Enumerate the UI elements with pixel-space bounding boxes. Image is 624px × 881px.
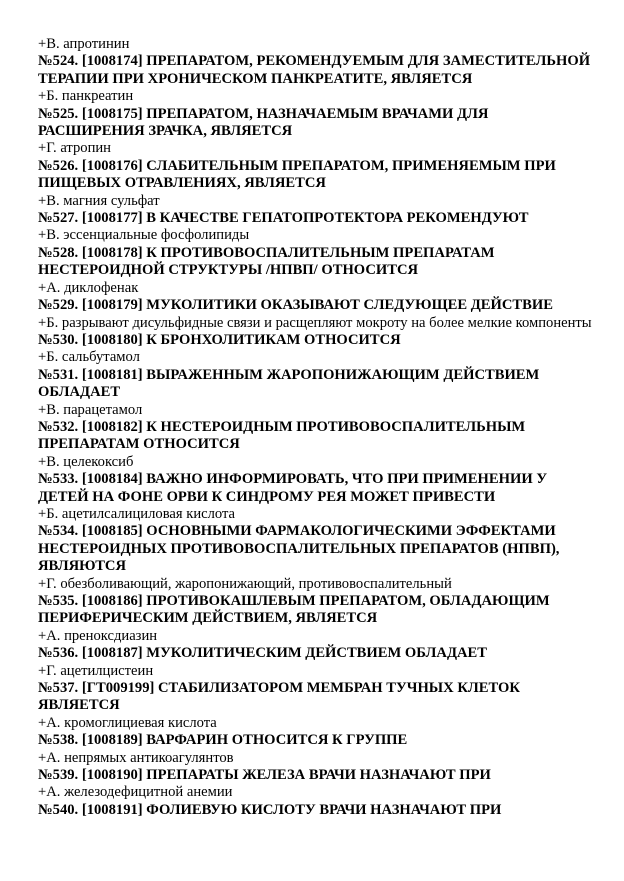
question-line: №538. [1008189] ВАРФАРИН ОТНОСИТСЯ К ГРУППЕ: [38, 732, 408, 749]
answer-line: +А. железодефицитной анемии: [38, 784, 233, 801]
answer-line: +А. непрямых антикоагулянтов: [38, 749, 234, 766]
question-line: №527. [1008177] В КАЧЕСТВЕ ГЕПАТОПРОТЕКТОРА РЕКОМЕНДУЮТ: [38, 210, 529, 227]
question-line: №535. [1008186] ПРОТИВОКАШЛЕВЫМ ПРЕПАРАТОМ, ОБЛАДАЮЩИМ ПЕРИФЕРИЧЕСКИМ ДЕЙСТВИЕМ, ЯВЛЯЕТСЯ: [38, 593, 550, 627]
question-line: №540. [1008191] ФОЛИЕВУЮ КИСЛОТУ ВРАЧИ НАЗНАЧАЮТ ПРИ: [38, 801, 502, 818]
answer-line: +А. кромоглициевая кислота: [38, 714, 217, 731]
document-page: [38, 36, 598, 819]
answer-line: +В. апротинин: [38, 36, 130, 52]
question-line: №536. [1008187] МУКОЛИТИЧЕСКИМ ДЕЙСТВИЕМ ОБЛАДАЕТ: [38, 645, 488, 662]
answer-line: +В. эссенциальные фосфолипиды: [38, 227, 250, 244]
question-line: №533. [1008184] ВАЖНО ИНФОРМИРОВАТЬ, ЧТО ПРИ ПРИМЕНЕНИИ У ДЕТЕЙ НА ФОНЕ ОРВИ К СИНДРОМУ РЕЯ МОЖЕТ ПРИВЕСТИ: [38, 471, 548, 505]
answer-line: +Г. атропин: [38, 140, 111, 157]
question-line: №530. [1008180] К БРОНХОЛИТИКАМ ОТНОСИТСЯ: [38, 331, 401, 348]
question-line: №534. [1008185] ОСНОВНЫМИ ФАРМАКОЛОГИЧЕСКИМИ ЭФФЕКТАМИ НЕСТЕРОИДНЫХ ПРОТИВОВОСПАЛИТЕЛЬНЫХ ПРЕПАРАТОВ (НПВП), ЯВЛЯЮТСЯ: [38, 523, 560, 575]
answer-line: +В. парацетамол: [38, 401, 143, 418]
question-line: №537. [ГТ009199] СТАБИЛИЗАТОРОМ МЕМБРАН ТУЧНЫХ КЛЕТОК ЯВЛЯЕТСЯ: [38, 680, 520, 714]
question-line: №526. [1008176] СЛАБИТЕЛЬНЫМ ПРЕПАРАТОМ, ПРИМЕНЯЕМЫМ ПРИ ПИЩЕВЫХ ОТРАВЛЕНИЯХ, ЯВЛЯЕТСЯ: [38, 157, 556, 192]
question-line: №539. [1008190] ПРЕПАРАТЫ ЖЕЛЕЗА ВРАЧИ НАЗНАЧАЮТ ПРИ: [38, 767, 491, 784]
answer-line: +Г. ацетилцистеин: [38, 662, 154, 679]
question-line: №524. [1008174] ПРЕПАРАТОМ, РЕКОМЕНДУЕМЫМ ДЛЯ ЗАМЕСТИТЕЛЬНОЙ ТЕРАПИИ ПРИ ХРОНИЧЕСКОМ ПАНКРЕАТИТЕ, ЯВЛЯЕТСЯ: [38, 53, 591, 87]
answer-line: +В. целекоксиб: [38, 453, 134, 470]
answer-line: +А. преноксдиазин: [38, 627, 158, 644]
question-line: №528. [1008178] К ПРОТИВОВОСПАЛИТЕЛЬНЫМ ПРЕПАРАТАМ НЕСТЕРОИДНОЙ СТРУКТУРЫ /НПВП/ ОТНОСИТСЯ: [38, 244, 495, 279]
answer-line: +Г. обезболивающий, жаропонижающий, противовоспалительный: [38, 575, 452, 592]
question-line: №532. [1008182] К НЕСТЕРОИДНЫМ ПРОТИВОВОСПАЛИТЕЛЬНЫМ ПРЕПАРАТАМ ОТНОСИТСЯ: [38, 418, 526, 453]
question-line: №531. [1008181] ВЫРАЖЕННЫМ ЖАРОПОНИЖАЮЩИМ ДЕЙСТВИЕМ ОБЛАДАЕТ: [38, 366, 540, 401]
answer-line: +Б. панкреатин: [38, 88, 134, 105]
answer-line: +Б. сальбутамол: [38, 349, 140, 366]
answer-line: +Б. разрывают дисульфидные связи и расщепляют мокроту на более мелкие компоненты: [38, 314, 592, 331]
question-line: №525. [1008175] ПРЕПАРАТОМ, НАЗНАЧАЕМЫМ ВРАЧАМИ ДЛЯ РАСШИРЕНИЯ ЗРАЧКА, ЯВЛЯЕТСЯ: [38, 105, 489, 140]
answer-line: +Б. ацетилсалициловая кислота: [38, 505, 236, 522]
answer-line: +А. диклофенак: [38, 279, 139, 296]
question-line: №529. [1008179] МУКОЛИТИКИ ОКАЗЫВАЮТ СЛЕДУЮЩЕЕ ДЕЙСТВИЕ: [38, 297, 553, 314]
answer-line: +В. магния сульфат: [38, 192, 160, 209]
